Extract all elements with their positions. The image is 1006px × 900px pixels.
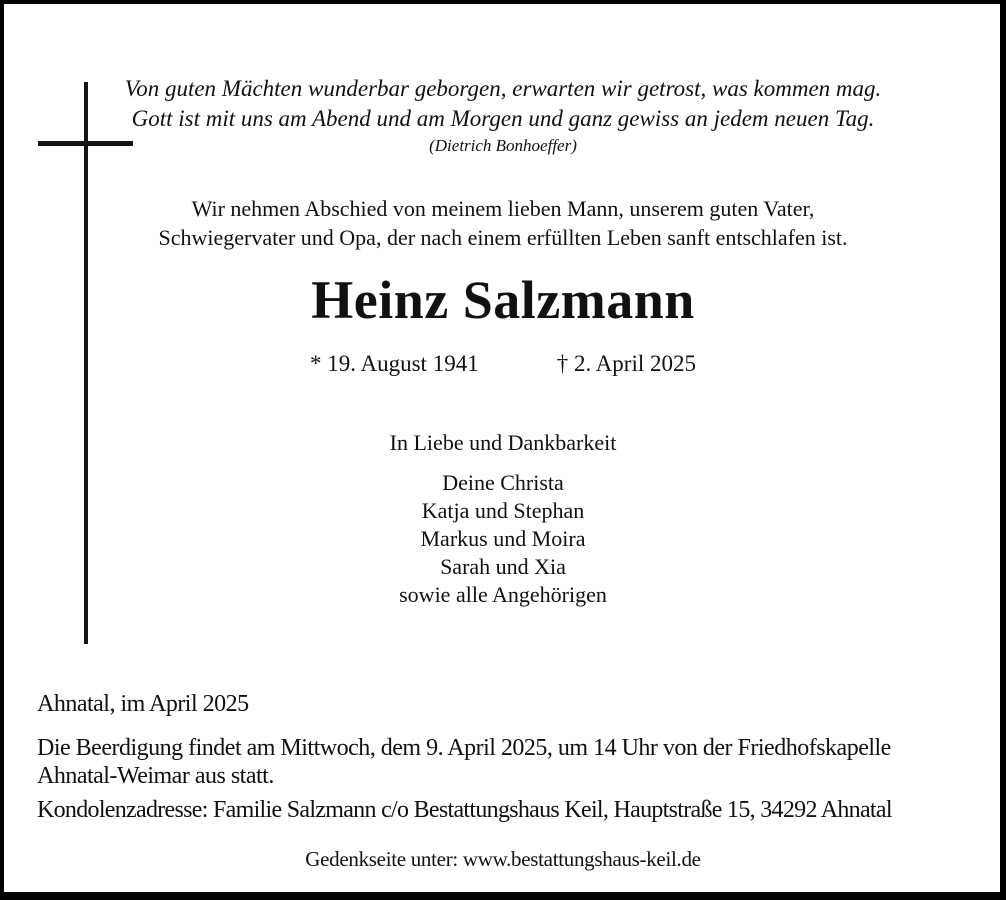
funeral-line-1: Die Beerdigung findet am Mittwoch, dem 9. April 2025, um 14 Uhr von der Friedhofskapelle [37,735,891,761]
quote-block [0,74,1006,134]
mourner-line: Katja und Stephan [421,498,585,523]
mourner-line: sowie alle Angehörigen [399,582,607,607]
life-dates [0,351,1006,377]
intro-text [0,194,1006,252]
mourner-line: Markus und Moira [420,526,586,551]
place-date-line: Ahnatal, im April 2025 [37,691,249,717]
farewell-line: In Liebe und Dankbarkeit [389,430,617,455]
condolence-address: Kondolenzadresse: Familie Salzmann c/o Bestattungshaus Keil, Hauptstraße 15, 34292 Ahnatal [37,797,892,823]
intro-line-1: Wir nehmen Abschied von meinem lieben Mann, unserem guten Vater, [191,196,815,221]
quote-line-2: Gott ist mit uns am Abend und am Morgen und ganz gewiss an jedem neuen Tag. [131,106,875,131]
funeral-line-2: Ahnatal-Weimar aus statt. [37,763,274,789]
deceased-name: Heinz Salzmann [311,270,695,330]
intro-line-2: Schwiegervater und Opa, der nach einem erfüllten Leben sanft entschlafen ist. [158,225,848,250]
quote-attribution: (Dietrich Bonhoeffer) [429,136,577,155]
memorial-website-line: Gedenkseite unter: www.bestattungshaus-keil.de [305,847,701,871]
mourner-line: Deine Christa [442,470,564,495]
mourners-list [0,469,1006,609]
funeral-info [37,734,891,790]
birth-date: * 19. August 1941 [310,351,479,376]
death-date: † 2. April 2025 [556,351,696,376]
quote-line-1: Von guten Mächten wunderbar geborgen, erwarten wir getrost, was kommen mag. [124,76,882,101]
mourner-line: Sarah und Xia [440,554,566,579]
